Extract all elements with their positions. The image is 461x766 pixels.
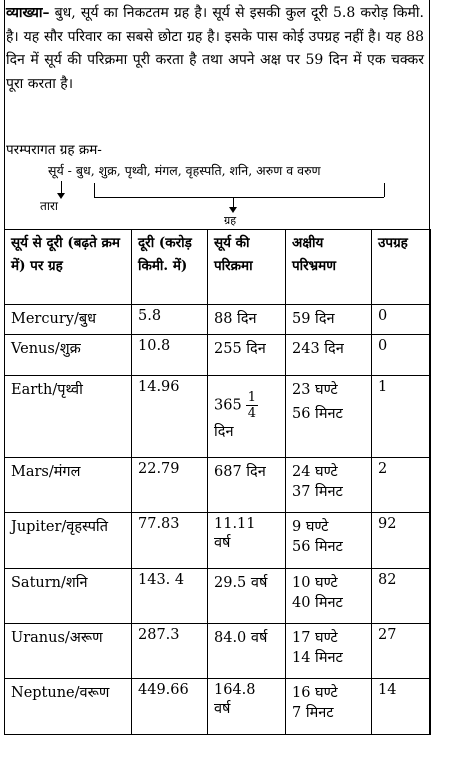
- rotation-hours: 9 घण्टे: [292, 519, 329, 535]
- rotation-hours: 10 घण्टे: [292, 575, 338, 591]
- bracket-right: [384, 183, 385, 197]
- planet-rotation: 243 दिन: [286, 335, 372, 376]
- planet-rotation: [286, 624, 372, 679]
- planet-distance: 10.8: [132, 335, 208, 376]
- orbit-unit: वर्ष: [214, 701, 231, 717]
- planets-label: ग्रह: [224, 214, 237, 227]
- bracket-bottom: [94, 197, 384, 198]
- planet-name: Mars/मंगल: [5, 458, 132, 513]
- fraction-denominator: 4: [247, 406, 256, 421]
- planet-distance: 77.83: [132, 513, 208, 569]
- orbit-whole: 365: [214, 397, 242, 414]
- orbit-unit: वर्ष: [214, 535, 231, 551]
- planet-rotation: [286, 569, 372, 624]
- fraction-numerator: 1: [247, 390, 256, 405]
- planet-moons: 1: [372, 376, 431, 458]
- planet-table: [4, 229, 431, 735]
- explanation-paragraph: [6, 2, 424, 96]
- rotation-hours: 17 घण्टे: [292, 630, 338, 646]
- header-orbit: सूर्य की परिक्रमा: [208, 230, 286, 305]
- planet-name: Mercury/बुध: [5, 305, 132, 335]
- rotation-minutes: 14 मिनट: [292, 650, 343, 666]
- planet-distance: 449.66: [132, 679, 208, 735]
- orbit-fraction: [246, 390, 258, 421]
- planet-rotation: [286, 458, 372, 513]
- planet-distance: 22.79: [132, 458, 208, 513]
- rotation-hours: 16 घण्टे: [292, 685, 338, 701]
- bracket-left: [94, 183, 95, 197]
- planet-orbit: 255 दिन: [208, 335, 286, 376]
- header-planet: सूर्य से दूरी (बढ़ते क्रम में) पर ग्रह: [5, 230, 132, 305]
- planet-orbit: [208, 376, 286, 458]
- planet-name: Venus/शुक्र: [5, 335, 132, 376]
- header-distance: दूरी (करोड़ किमी. में): [132, 230, 208, 305]
- planet-sequence: सूर्य - बुध, शुक्र, पृथ्वी, मंगल, वृहस्पति, शनि, अरुण व वरुण: [48, 163, 321, 178]
- planet-name: Neptune/वरूण: [5, 679, 132, 735]
- planet-rotation: [286, 513, 372, 569]
- planet-name: Uranus/अरूण: [5, 624, 132, 679]
- planet-orbit: [208, 679, 286, 735]
- table-row: [5, 376, 431, 458]
- planet-distance: 5.8: [132, 305, 208, 335]
- rotation-minutes: 56 मिनट: [292, 406, 343, 422]
- planet-orbit: 84.0 वर्ष: [208, 624, 286, 679]
- explanation-text: बुध, सूर्य का निकटतम ग्रह है। सूर्य से इसकी कुल दूरी 5.8 करोड़ किमी. है। यह सौर परिवार का सबसे छोटा ग्रह है। इसके पास कोई उपग्रह नहीं है। यह 88 दिन में सूर्य की परिक्रमा पूरी करता है तथा अपने अक्ष पर 59 दिन में एक चक्कर पूरा करता है।: [6, 5, 424, 92]
- header-moons: उपग्रह: [372, 230, 431, 305]
- planet-name: Saturn/शनि: [5, 569, 132, 624]
- planet-orbit: 29.5 वर्ष: [208, 569, 286, 624]
- table-row: [5, 624, 431, 679]
- planet-orbit: 88 दिन: [208, 305, 286, 335]
- table-row: [5, 569, 431, 624]
- planet-distance: 287.3: [132, 624, 208, 679]
- table-row: [5, 335, 431, 376]
- planet-moons: 0: [372, 305, 431, 335]
- planet-distance: 14.96: [132, 376, 208, 458]
- planet-name: Jupiter/वृहस्पति: [5, 513, 132, 569]
- planet-orbit: [208, 513, 286, 569]
- rotation-minutes: 7 मिनट: [292, 705, 334, 721]
- orbit-value: 11.11: [214, 516, 256, 532]
- planet-distance: 143. 4: [132, 569, 208, 624]
- table-header-row: [5, 230, 431, 305]
- planet-moons: 82: [372, 569, 431, 624]
- header-rotation: अक्षीय परिभ्रमण: [286, 230, 372, 305]
- planet-moons: 0: [372, 335, 431, 376]
- planet-rotation: [286, 679, 372, 735]
- planet-orbit: 687 दिन: [208, 458, 286, 513]
- traditional-order-label: परम्परागत ग्रह क्रम-: [6, 142, 102, 158]
- table-row: [5, 513, 431, 569]
- planet-rotation: 59 दिन: [286, 305, 372, 335]
- rotation-hours: 23 घण्टे: [292, 382, 338, 398]
- sun-arrow-head-icon: [57, 193, 65, 199]
- table-row: [5, 679, 431, 735]
- planet-rotation: [286, 376, 372, 458]
- planet-moons: 92: [372, 513, 431, 569]
- explanation-heading: व्याख्या–: [6, 5, 50, 21]
- planet-name: Earth/पृथ्वी: [5, 376, 132, 458]
- rotation-minutes: 40 मिनट: [292, 595, 343, 611]
- orbit-value: 164.8: [214, 682, 256, 698]
- table-row: [5, 458, 431, 513]
- planet-moons: 14: [372, 679, 431, 735]
- rotation-minutes: 37 मिनट: [292, 484, 343, 500]
- table-row: [5, 305, 431, 335]
- planet-moons: 27: [372, 624, 431, 679]
- planet-moons: 2: [372, 458, 431, 513]
- rotation-hours: 24 घण्टे: [292, 464, 338, 480]
- star-label: तारा: [40, 199, 58, 213]
- orbit-unit: दिन: [214, 424, 234, 440]
- rotation-minutes: 56 मिनट: [292, 539, 343, 555]
